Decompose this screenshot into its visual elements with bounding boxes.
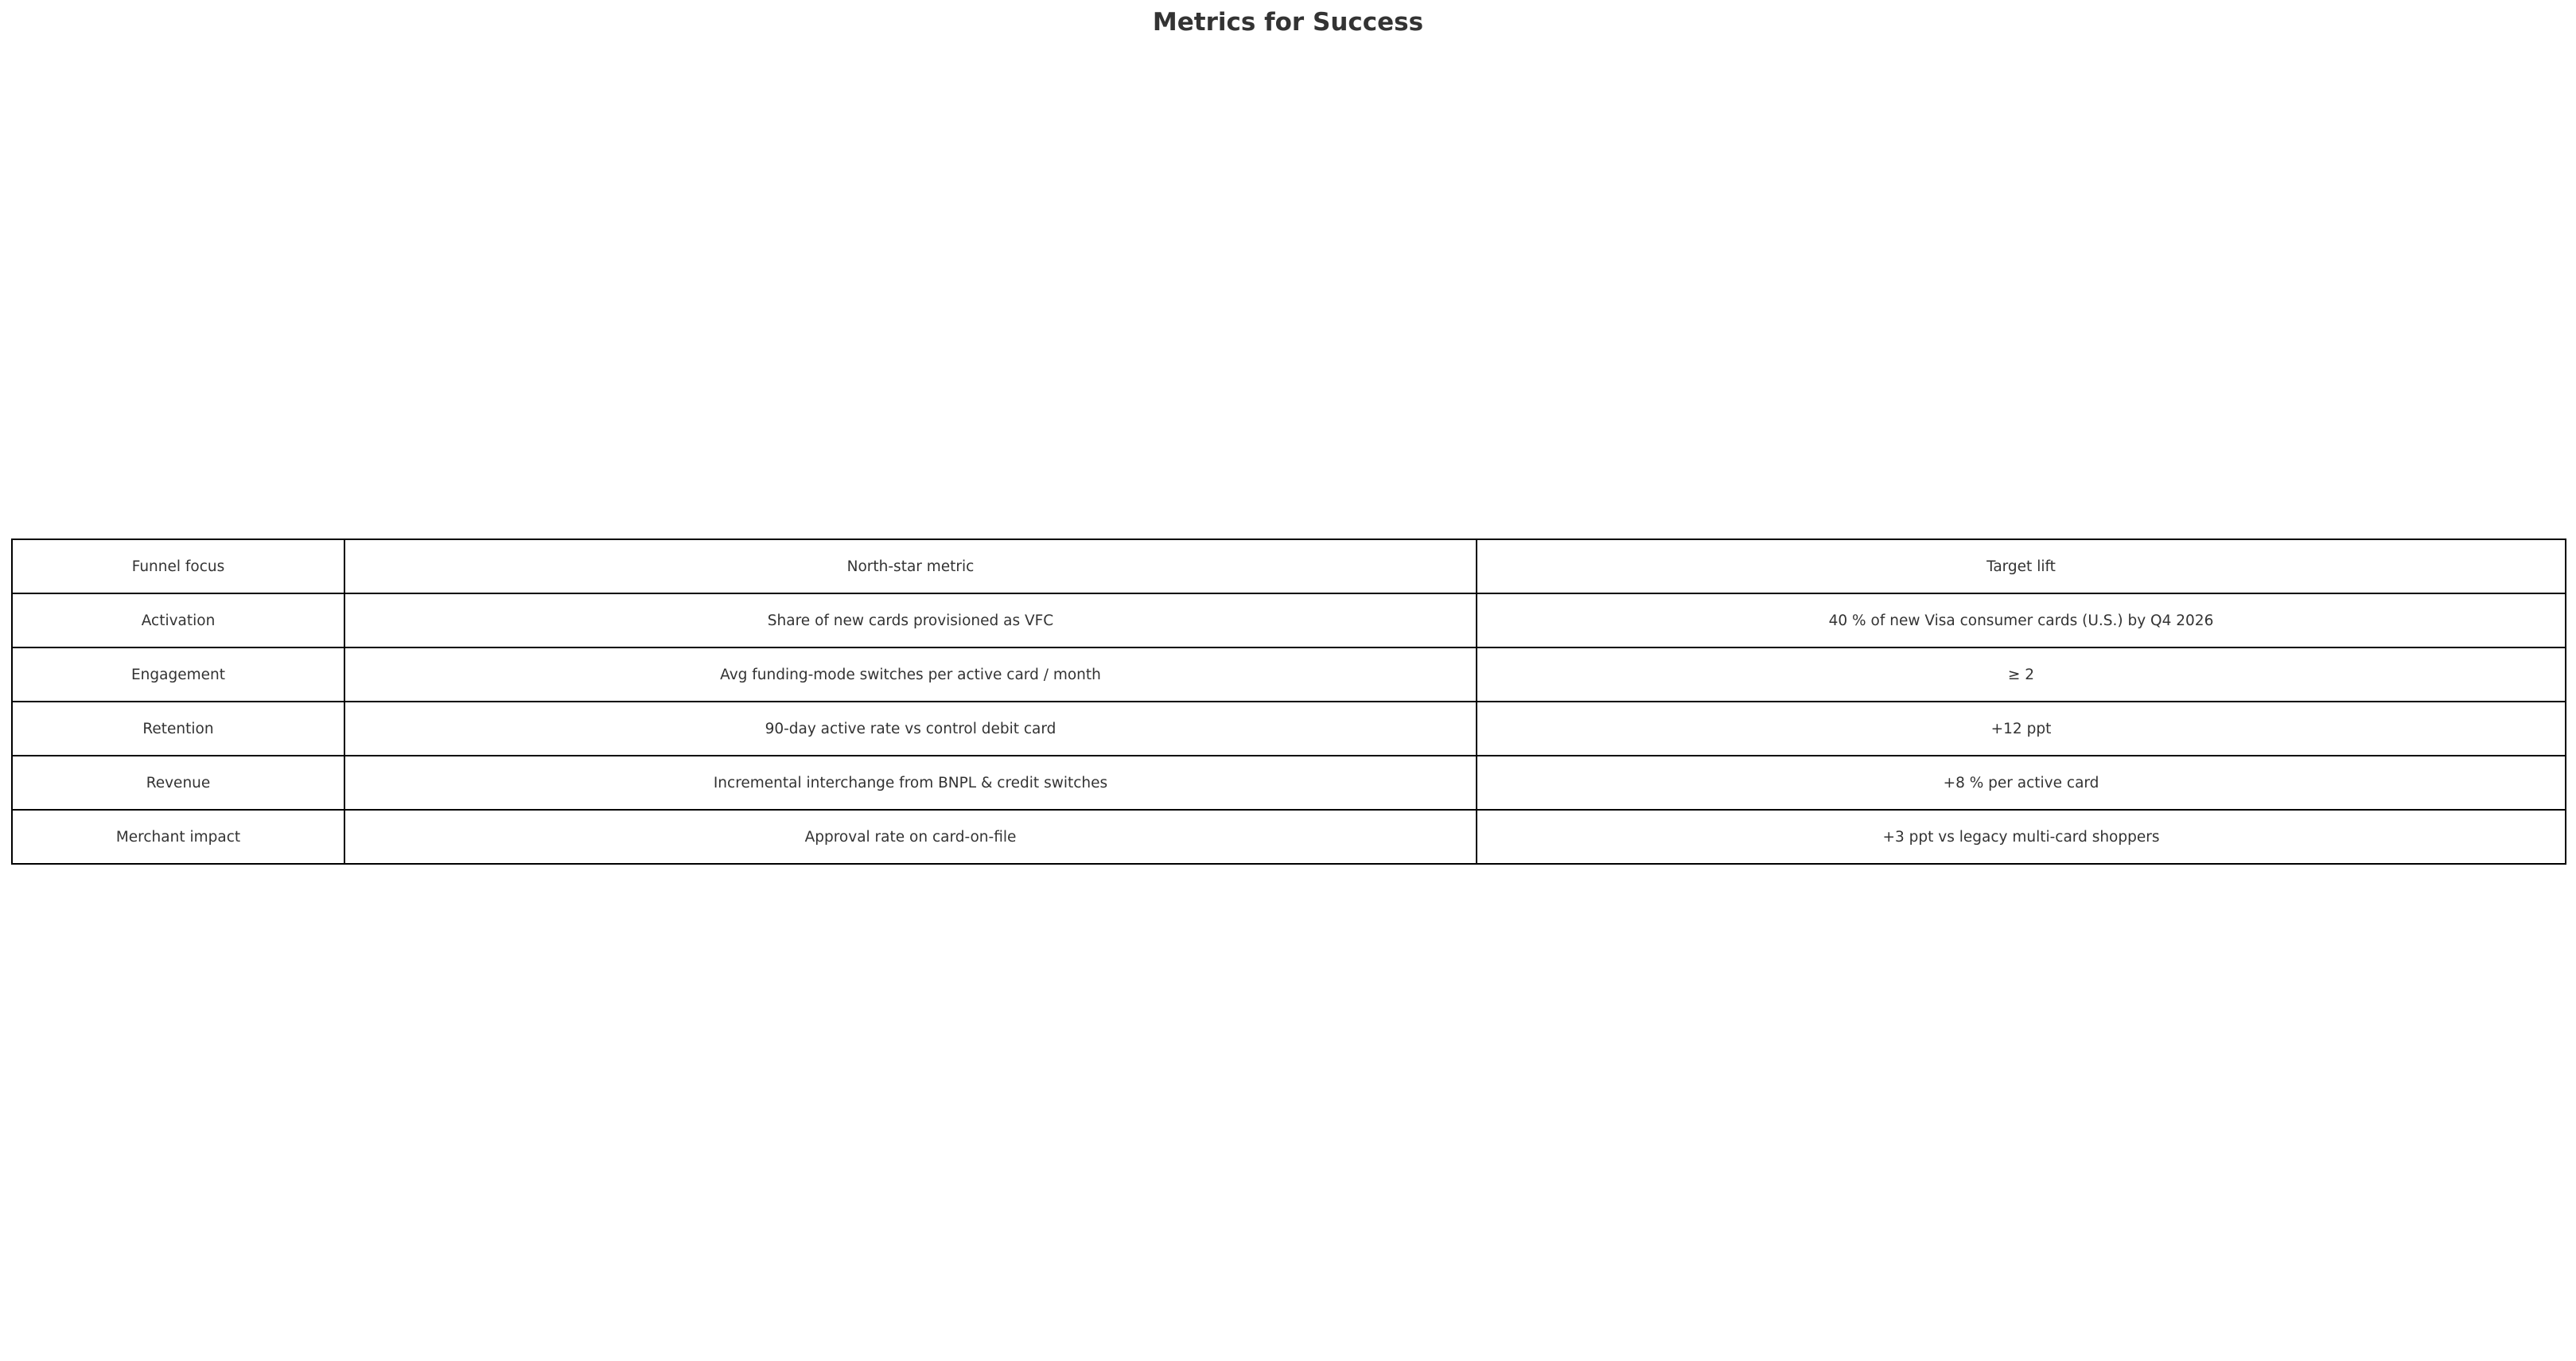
- table-row: [12, 647, 2566, 702]
- table-cell: Revenue: [12, 756, 344, 810]
- table-cell: Activation: [12, 593, 344, 647]
- table-cell: 40 % of new Visa consumer cards (U.S.) by Q4 2026: [1477, 593, 2566, 647]
- table-cell: ≥ 2: [1477, 647, 2566, 702]
- table-cell: Avg funding-mode switches per active card / month: [344, 647, 1477, 702]
- table-cell: Approval rate on card-on-file: [344, 810, 1477, 864]
- header-cell-target-lift: Target lift: [1477, 539, 2566, 593]
- table-cell: Engagement: [12, 647, 344, 702]
- table-header-row: [12, 539, 2566, 593]
- table-cell: +3 ppt vs legacy multi-card shoppers: [1477, 810, 2566, 864]
- metrics-table: [11, 539, 2566, 865]
- table-cell: 90-day active rate vs control debit card: [344, 702, 1477, 756]
- table-cell: Incremental interchange from BNPL & credit switches: [344, 756, 1477, 810]
- table-cell: Share of new cards provisioned as VFC: [344, 593, 1477, 647]
- header-cell-funnel-focus: Funnel focus: [12, 539, 344, 593]
- table-row: [12, 702, 2566, 756]
- table-row: [12, 756, 2566, 810]
- table-cell: +12 ppt: [1477, 702, 2566, 756]
- chart-title: Metrics for Success: [1152, 8, 1424, 37]
- table-cell: Retention: [12, 702, 344, 756]
- table-row: [12, 810, 2566, 864]
- table-cell: +8 % per active card: [1477, 756, 2566, 810]
- table-row: [12, 593, 2566, 647]
- table-cell: Merchant impact: [12, 810, 344, 864]
- header-cell-north-star-metric: North-star metric: [344, 539, 1477, 593]
